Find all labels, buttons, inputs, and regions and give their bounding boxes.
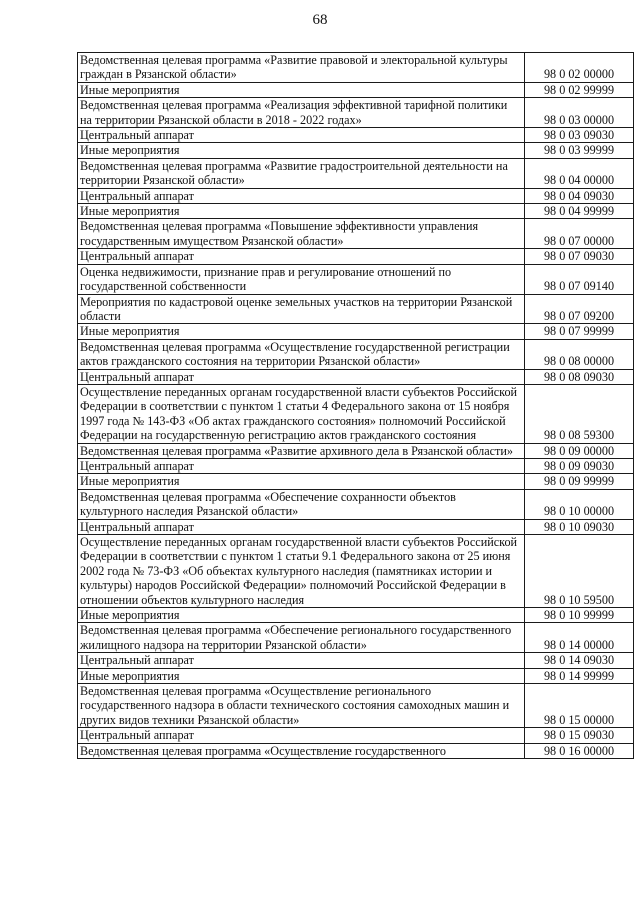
table-row	[78, 204, 634, 219]
row-name: Центральный аппарат	[78, 128, 525, 143]
row-code: 98 0 07 09140	[525, 264, 634, 294]
row-name: Ведомственная целевая программа «Осуществление государственного	[78, 743, 525, 758]
row-name: Центральный аппарат	[78, 519, 525, 534]
row-name: Иные мероприятия	[78, 143, 525, 158]
row-name: Ведомственная целевая программа «Реализация эффективной тарифной политики на территории Рязанской области в 2018 - 2022 годах»	[78, 98, 525, 128]
row-name: Центральный аппарат	[78, 653, 525, 668]
row-code: 98 0 15 09030	[525, 728, 634, 743]
row-code: 98 0 03 99999	[525, 143, 634, 158]
row-name: Иные мероприятия	[78, 82, 525, 97]
table-row	[78, 128, 634, 143]
row-code: 98 0 09 00000	[525, 443, 634, 458]
row-name: Ведомственная целевая программа «Обеспечение сохранности объектов культурного наследия Рязанской области»	[78, 489, 525, 519]
row-code: 98 0 07 99999	[525, 324, 634, 339]
table-row	[78, 324, 634, 339]
row-code: 98 0 07 00000	[525, 219, 634, 249]
row-name: Центральный аппарат	[78, 458, 525, 473]
table-row	[78, 458, 634, 473]
row-code: 98 0 10 09030	[525, 519, 634, 534]
row-code: 98 0 14 99999	[525, 668, 634, 683]
row-name: Иные мероприятия	[78, 204, 525, 219]
row-code: 98 0 15 00000	[525, 684, 634, 728]
row-code: 98 0 09 09030	[525, 458, 634, 473]
table-body	[78, 53, 634, 759]
row-code: 98 0 09 99999	[525, 474, 634, 489]
table-row	[78, 98, 634, 128]
table-row	[78, 728, 634, 743]
table-row	[78, 489, 634, 519]
table-row	[78, 264, 634, 294]
row-name: Иные мероприятия	[78, 474, 525, 489]
row-code: 98 0 14 09030	[525, 653, 634, 668]
row-code: 98 0 04 09030	[525, 188, 634, 203]
page-number: 68	[312, 12, 328, 28]
row-code: 98 0 02 00000	[525, 53, 634, 83]
table-row	[78, 249, 634, 264]
table-row	[78, 443, 634, 458]
row-code: 98 0 10 59500	[525, 535, 634, 608]
table-row	[78, 143, 634, 158]
table-row	[78, 519, 634, 534]
budget-classification-table	[77, 52, 634, 759]
row-code: 98 0 16 00000	[525, 743, 634, 758]
row-name: Центральный аппарат	[78, 728, 525, 743]
row-name: Иные мероприятия	[78, 608, 525, 623]
table-row	[78, 474, 634, 489]
row-code: 98 0 08 59300	[525, 384, 634, 443]
row-code: 98 0 10 99999	[525, 608, 634, 623]
table-row	[78, 608, 634, 623]
table-row	[78, 535, 634, 608]
row-name: Осуществление переданных органам государственной власти субъектов Российской Федерации в соответствии с пунктом 1 статьи 9.1 Федерального закона от 25 июня 2002 года № 73-ФЗ «Об объектах культурного наследия (памятниках истории и культуры) народов Российской Федерации» полномочий Российской Федерации в отношении объектов культурного наследия	[78, 535, 525, 608]
row-name: Ведомственная целевая программа «Обеспечение регионального государственного жилищного надзора на территории Рязанской области»	[78, 623, 525, 653]
table-row	[78, 82, 634, 97]
table-row	[78, 294, 634, 324]
row-name: Иные мероприятия	[78, 324, 525, 339]
table-row	[78, 668, 634, 683]
table-row	[78, 339, 634, 369]
table-row	[78, 219, 634, 249]
table-row	[78, 623, 634, 653]
row-name: Ведомственная целевая программа «Развитие архивного дела в Рязанской области»	[78, 443, 525, 458]
row-code: 98 0 10 00000	[525, 489, 634, 519]
table-row	[78, 188, 634, 203]
row-name: Центральный аппарат	[78, 249, 525, 264]
row-name: Ведомственная целевая программа «Осуществление регионального государственного надзора в области технического состояния самоходных машин и других видов техники Рязанской области»	[78, 684, 525, 728]
row-name: Оценка недвижимости, признание прав и регулирование отношений по государственной собственности	[78, 264, 525, 294]
row-name: Мероприятия по кадастровой оценке земельных участков на территории Рязанской области	[78, 294, 525, 324]
table-row	[78, 743, 634, 758]
row-name: Ведомственная целевая программа «Развитие правовой и электоральной культуры граждан в Рязанской области»	[78, 53, 525, 83]
row-code: 98 0 04 00000	[525, 158, 634, 188]
table-row	[78, 53, 634, 83]
table-row	[78, 384, 634, 443]
table-row	[78, 684, 634, 728]
row-name: Центральный аппарат	[78, 369, 525, 384]
row-code: 98 0 03 00000	[525, 98, 634, 128]
row-code: 98 0 14 00000	[525, 623, 634, 653]
row-name: Иные мероприятия	[78, 668, 525, 683]
row-name: Центральный аппарат	[78, 188, 525, 203]
row-code: 98 0 03 09030	[525, 128, 634, 143]
row-name: Ведомственная целевая программа «Развитие градостроительной деятельности на территории Рязанской области»	[78, 158, 525, 188]
table-row	[78, 369, 634, 384]
row-code: 98 0 04 99999	[525, 204, 634, 219]
row-code: 98 0 02 99999	[525, 82, 634, 97]
row-code: 98 0 08 00000	[525, 339, 634, 369]
table-row	[78, 653, 634, 668]
table-row	[78, 158, 634, 188]
row-code: 98 0 08 09030	[525, 369, 634, 384]
row-name: Ведомственная целевая программа «Осуществление государственной регистрации актов гражданского состояния на территории Рязанской области»	[78, 339, 525, 369]
row-code: 98 0 07 09030	[525, 249, 634, 264]
row-name: Осуществление переданных органам государственной власти субъектов Российской Федерации в соответствии с пунктом 1 статьи 4 Федерального закона от 15 ноября 1997 года № 143-ФЗ «Об актах гражданского состояния» полномочий Российской Федерации на государственную регистрацию актов гражданского состояния	[78, 384, 525, 443]
row-code: 98 0 07 09200	[525, 294, 634, 324]
row-name: Ведомственная целевая программа «Повышение эффективности управления государственным имуществом Рязанской области»	[78, 219, 525, 249]
